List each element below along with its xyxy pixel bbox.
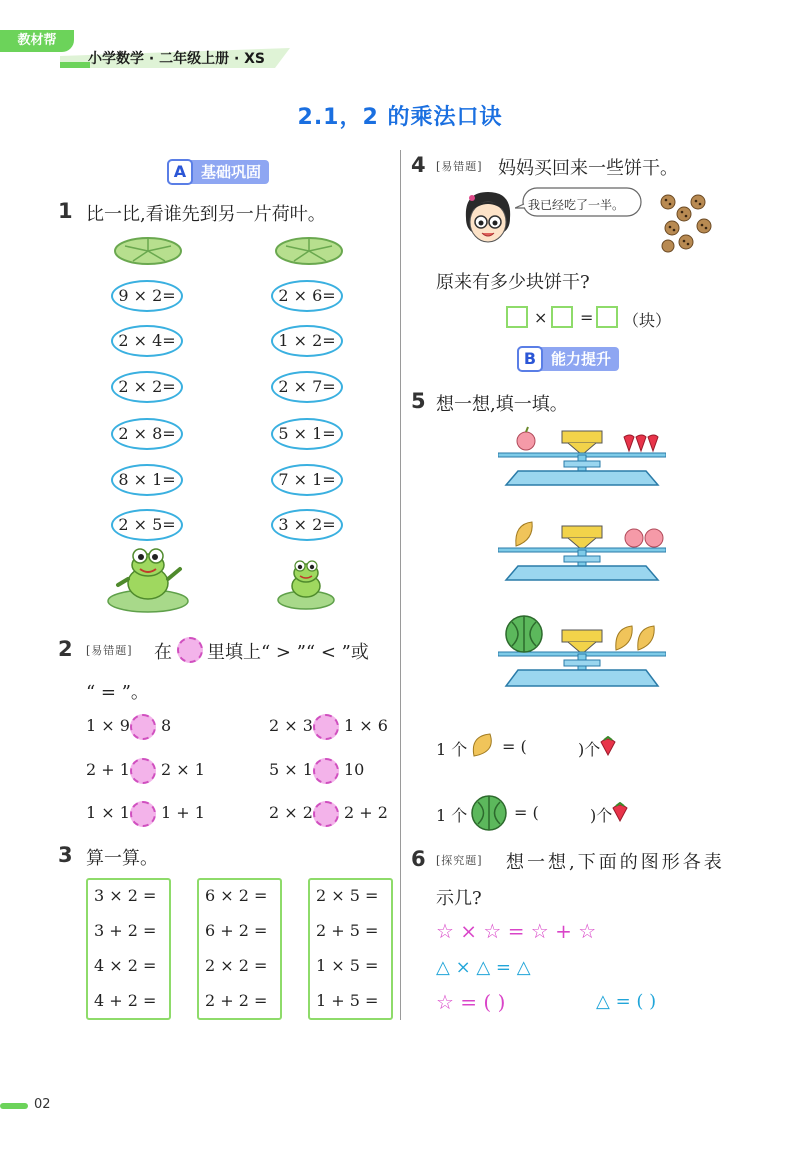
q4-answer-box-1[interactable] [506,306,528,328]
calc-2-2: 6 + 2 = [205,921,268,940]
q1-number: 1 [58,199,73,223]
q2-item-4-blank[interactable] [313,758,339,784]
q2-item-5-blank[interactable] [130,801,156,827]
balance-scale-1 [498,425,666,491]
q1-text: 比一比,看谁先到另一片荷叶。 [86,204,326,225]
strawberry-icon [611,802,629,822]
q6-text-line2: 示几? [436,888,482,909]
section-a-letter: A [167,159,193,185]
cookies-illustration [658,192,716,254]
q2-item-2-blank[interactable] [313,714,339,740]
calc-2-3: 2 × 2 = [205,956,268,975]
q5-line2-suffix: )个 [590,806,613,825]
oval-left-3: 2 × 2= [111,371,183,403]
book-title: 小学数学 · 二年级上册 · XS [88,51,266,67]
section-b-badge [517,347,619,371]
calc-3-3: 1 × 5 = [316,956,379,975]
q2-number: 2 [58,637,73,661]
q2-item-3-right: 2 × 1 [161,760,205,779]
section-a-badge [167,160,269,184]
q4-answer-box-3[interactable] [596,306,618,328]
q2-item-5-left: 1 × 1 [86,803,130,822]
q2-tag: [易错题] [86,644,133,657]
q5-line2-prefix: 1 个 [436,806,468,825]
oval-left-5: 8 × 1= [111,464,183,496]
section-b-letter: B [517,346,543,372]
lily-pad-right [274,236,344,266]
oval-right-4: 5 × 1= [271,418,343,450]
q5-line1-suffix: )个 [578,740,601,759]
column-divider [400,150,401,1020]
calc-3-4: 1 + 5 = [316,991,379,1010]
q4-text: 妈妈买回来一些饼干。 [498,158,678,179]
q2-item-6-right: 2 + 2 [344,803,388,822]
q2-item-5-right: 1 + 1 [161,803,205,822]
q2-text-before: 在 [154,642,172,663]
q4-number: 4 [411,153,426,177]
q2-item-4-right: 10 [344,760,365,779]
brand-tag: 教材帮 [0,30,74,52]
q2-item-1-blank[interactable] [130,714,156,740]
girl-illustration [460,188,516,250]
q2-item-4-left: 5 × 1 [269,760,313,779]
q2-item-3-blank[interactable] [130,758,156,784]
q5-number: 5 [411,389,426,413]
q5-line1-mid: = ( [502,737,527,756]
q6-triangle-answer[interactable]: △ = ( ) [596,991,657,1012]
section-b-label: 能力提升 [551,350,612,368]
balance-scale-2 [498,520,666,586]
q2-text-after: 里填上“ > ”“ < ”或 [207,642,369,663]
oval-right-2: 1 × 2= [271,325,343,357]
calc-2-1: 6 × 2 = [205,886,268,905]
q2-text-line2: “ = ”。 [86,682,149,703]
q5-answer-2-blank[interactable] [556,801,582,823]
watermelon-icon [470,794,508,832]
page-number: 02 [34,1097,51,1112]
q4-answer-box-2[interactable] [551,306,573,328]
q5-line1-prefix: 1 个 [436,740,468,759]
q6-equation-triangles: △ × △ = △ [436,957,531,978]
oval-right-3: 2 × 7= [271,371,343,403]
flower-placeholder-icon [177,637,203,663]
oval-left-1: 9 × 2= [111,280,183,312]
q3-number: 3 [58,843,73,867]
q4-equals: = [580,308,594,327]
q5-text: 想一想,填一填。 [436,394,568,415]
frog-left-illustration [106,545,190,613]
oval-left-4: 2 × 8= [111,418,183,450]
lily-pad-left [113,236,183,266]
q4-question: 原来有多少块饼干? [436,272,590,293]
q4-tag: [易错题] [436,160,483,173]
q2-item-2-left: 2 × 3 [269,716,313,735]
footer-bar [0,1103,28,1109]
calc-3-1: 2 × 5 = [316,886,379,905]
q6-number: 6 [411,847,426,871]
oval-left-2: 2 × 4= [111,325,183,357]
q2-item-1-left: 1 × 9 [86,716,130,735]
q4-unit: （块） [623,311,672,330]
q2-item-6-left: 2 × 2 [269,803,313,822]
q3-text: 算一算。 [86,848,158,869]
balance-scale-3 [498,612,666,690]
q5-answer-1-blank[interactable] [544,735,570,757]
section-a-label: 基础巩固 [201,163,262,181]
calc-2-4: 2 + 2 = [205,991,268,1010]
q2-item-1-right: 8 [161,716,172,735]
q2-item-6-blank[interactable] [313,801,339,827]
q6-equation-stars: ☆ × ☆ = ☆ + ☆ [436,919,597,943]
frog-right-illustration [276,556,336,610]
calc-1-3: 4 × 2 = [94,956,157,975]
calc-1-4: 4 + 2 = [94,991,157,1010]
lesson-title: 2.1，2 的乘法口诀 [297,105,503,130]
calc-1-2: 3 + 2 = [94,921,157,940]
q2-item-2-right: 1 × 6 [344,716,388,735]
strawberry-icon [599,736,617,756]
q2-item-3-left: 2 + 1 [86,760,130,779]
q5-line2-mid: = ( [514,803,539,822]
oval-right-1: 2 × 6= [271,280,343,312]
oval-right-5: 7 × 1= [271,464,343,496]
mango-icon [470,732,498,758]
oval-right-6: 3 × 2= [271,509,343,541]
calc-1-1: 3 × 2 = [94,886,157,905]
q4-times: × [534,308,548,327]
speech-bubble-text: 我已经吃了一半。 [528,198,625,212]
oval-left-6: 2 × 5= [111,509,183,541]
q6-text: 想一想,下面的图形各表 [506,852,725,873]
q6-tag: [探究题] [436,854,483,867]
calc-3-2: 2 + 5 = [316,921,379,940]
q6-star-answer[interactable]: ☆ = ( ) [436,990,506,1014]
